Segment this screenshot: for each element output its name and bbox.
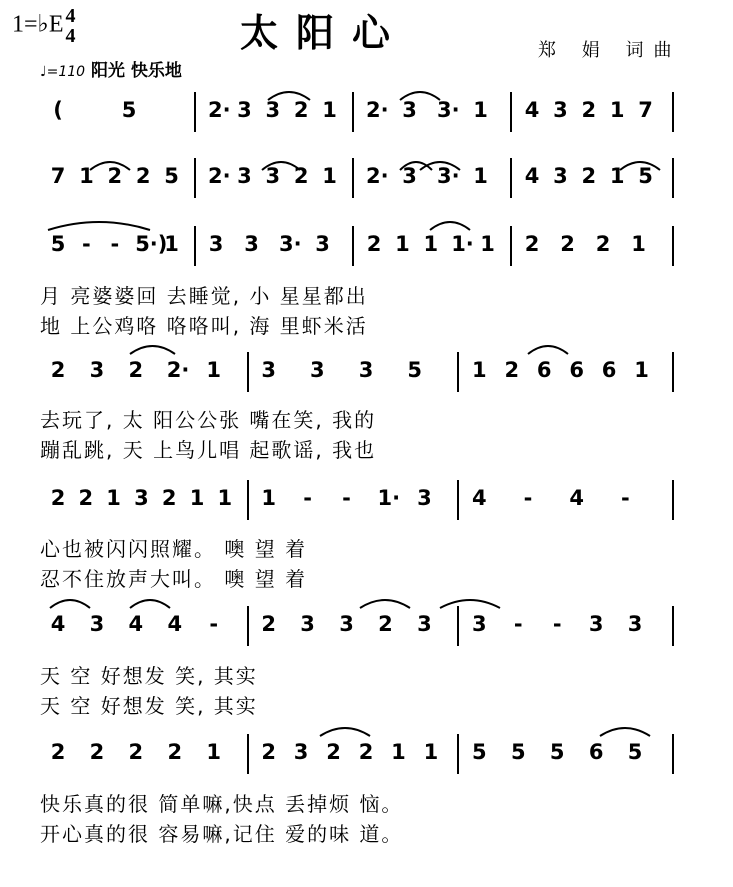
barline bbox=[672, 92, 674, 132]
note: 3 bbox=[89, 612, 105, 636]
note: 3 bbox=[134, 486, 149, 510]
barline bbox=[672, 158, 674, 198]
note: 1· bbox=[377, 486, 401, 510]
note: 3 bbox=[265, 98, 281, 122]
note: 3 bbox=[237, 98, 252, 122]
note: 5 bbox=[121, 98, 137, 122]
note: 5 bbox=[50, 232, 66, 256]
barline bbox=[457, 606, 459, 646]
note: 3 bbox=[208, 232, 224, 256]
note: 2 bbox=[50, 358, 66, 382]
note: 2· bbox=[366, 164, 389, 188]
lyric-line: 忍不住放声大叫。 噢 望 着 bbox=[40, 567, 308, 591]
note: 2 bbox=[50, 486, 66, 510]
note: 3 bbox=[300, 612, 315, 636]
lyric-line: 月 亮婆婆回 去睡觉, 小 星星都出 bbox=[40, 284, 368, 308]
lyric-line: 地 上公鸡咯 咯咯叫, 海 里虾米活 bbox=[40, 314, 368, 338]
note: 2 bbox=[581, 98, 597, 122]
note: 3 bbox=[265, 164, 281, 188]
note: 3 bbox=[417, 486, 432, 510]
key-signature bbox=[12, 6, 76, 46]
note: 2 bbox=[378, 612, 393, 636]
note: 6 bbox=[588, 740, 604, 764]
note: 2 bbox=[326, 740, 341, 764]
note: 3 bbox=[553, 164, 568, 188]
barline bbox=[194, 158, 196, 198]
note: - bbox=[110, 232, 120, 256]
note: 4 bbox=[472, 486, 487, 510]
tempo-marking bbox=[40, 56, 182, 81]
note: 2 bbox=[524, 232, 540, 256]
note: - bbox=[209, 612, 219, 636]
note: - bbox=[523, 486, 533, 510]
note: 1 bbox=[423, 232, 439, 256]
note: 3 bbox=[310, 358, 325, 382]
note: 3· bbox=[437, 98, 460, 122]
barline bbox=[510, 92, 512, 132]
note: 2 bbox=[293, 98, 309, 122]
tempo-text: 阳光 快乐地 bbox=[90, 61, 182, 81]
note: 1 bbox=[473, 98, 488, 122]
note: 1 bbox=[472, 358, 487, 382]
note: 3 bbox=[237, 164, 252, 188]
note: 1 bbox=[206, 740, 222, 764]
note: 1 bbox=[395, 232, 410, 256]
note: 5 bbox=[549, 740, 565, 764]
note: 1 bbox=[634, 358, 649, 382]
barline bbox=[457, 352, 459, 392]
time-bottom: 4 bbox=[65, 25, 76, 47]
barline bbox=[672, 352, 674, 392]
note: 6 bbox=[569, 358, 584, 382]
note: 2 bbox=[78, 486, 94, 510]
note: - bbox=[513, 612, 523, 636]
lyric-line: 蹦乱跳, 天 上鸟儿唱 起歌谣, 我也 bbox=[40, 438, 377, 462]
lyric-line: 天 空 好想发 笑, 其实 bbox=[40, 694, 258, 718]
barline bbox=[247, 352, 249, 392]
note: 2 bbox=[595, 232, 611, 256]
note: 7 bbox=[638, 98, 653, 122]
note: 5 bbox=[627, 740, 643, 764]
barline bbox=[247, 480, 249, 520]
note: 1 bbox=[106, 486, 121, 510]
note: 4 bbox=[167, 612, 183, 636]
note: 2 bbox=[504, 358, 520, 382]
song-title: 太阳心 bbox=[240, 10, 409, 55]
note: 2 bbox=[128, 740, 144, 764]
note: 2 bbox=[581, 164, 597, 188]
note: 5 bbox=[164, 164, 179, 188]
music-line bbox=[0, 606, 733, 646]
music-line bbox=[0, 734, 733, 774]
music-line bbox=[0, 352, 733, 392]
note: 1 bbox=[391, 740, 406, 764]
note: 3 bbox=[261, 358, 276, 382]
barline bbox=[457, 480, 459, 520]
note: 2· bbox=[366, 98, 389, 122]
note: 1 bbox=[206, 358, 222, 382]
note: 2 bbox=[128, 358, 144, 382]
note: 1 bbox=[79, 164, 94, 188]
tempo-value: ♩=110 bbox=[40, 64, 86, 80]
note: 1 bbox=[164, 232, 179, 256]
note: 3 bbox=[315, 232, 330, 256]
note: 7 bbox=[50, 164, 66, 188]
barline bbox=[352, 158, 354, 198]
note: 5·) bbox=[135, 232, 168, 256]
note: 2 bbox=[50, 740, 66, 764]
note: 1 bbox=[609, 164, 625, 188]
note: 2 bbox=[161, 486, 177, 510]
note: 4 bbox=[524, 164, 540, 188]
music-line bbox=[0, 92, 733, 132]
time-top: 4 bbox=[65, 5, 76, 27]
note: 3 bbox=[339, 612, 354, 636]
note: 4 bbox=[50, 612, 66, 636]
note: 3 bbox=[244, 232, 259, 256]
note: 1 bbox=[322, 164, 337, 188]
note: - bbox=[303, 486, 312, 510]
time-signature bbox=[66, 6, 76, 46]
note: - bbox=[552, 612, 562, 636]
lyric-line: 快乐真的很 简单嘛,快点 丢掉烦 恼。 bbox=[40, 792, 404, 816]
music-line bbox=[0, 158, 733, 198]
note: 1 bbox=[189, 486, 205, 510]
note: 1 bbox=[261, 486, 276, 510]
note: 3 bbox=[472, 612, 487, 636]
note: 2 bbox=[261, 740, 276, 764]
note: 2· bbox=[166, 358, 190, 382]
note: 2 bbox=[89, 740, 105, 764]
note: - bbox=[342, 486, 351, 510]
lyric-line: 去玩了, 太 阳公公张 嘴在笑, 我的 bbox=[40, 408, 377, 432]
note: 3 bbox=[89, 358, 105, 382]
barline bbox=[672, 226, 674, 266]
music-line bbox=[0, 480, 733, 520]
note: 2· bbox=[208, 98, 231, 122]
barline bbox=[672, 606, 674, 646]
note: 3 bbox=[417, 612, 432, 636]
note: 5 bbox=[638, 164, 653, 188]
note: 4 bbox=[128, 612, 144, 636]
note: - bbox=[620, 486, 630, 510]
note: 1 bbox=[473, 164, 488, 188]
note: 3 bbox=[553, 98, 568, 122]
note: 2 bbox=[261, 612, 276, 636]
barline bbox=[194, 226, 196, 266]
note: 3 bbox=[402, 164, 417, 188]
note: 2 bbox=[560, 232, 575, 256]
barline bbox=[510, 158, 512, 198]
note: 2 bbox=[293, 164, 309, 188]
barline bbox=[352, 226, 354, 266]
note: 6 bbox=[536, 358, 552, 382]
note: 3· bbox=[279, 232, 302, 256]
note: 3 bbox=[293, 740, 309, 764]
note: 5 bbox=[510, 740, 526, 764]
note: 4 bbox=[524, 98, 540, 122]
note: 3 bbox=[627, 612, 643, 636]
barline bbox=[672, 480, 674, 520]
note: 1 bbox=[322, 98, 337, 122]
barline bbox=[672, 734, 674, 774]
note: ( bbox=[53, 98, 63, 122]
barline bbox=[457, 734, 459, 774]
note: 6 bbox=[601, 358, 617, 382]
music-line bbox=[0, 226, 733, 266]
note: 3 bbox=[358, 358, 374, 382]
composer-credit: 郑 娟 词曲 bbox=[538, 40, 682, 61]
lyric-line: 开心真的很 容易嘛,记住 爱的味 道。 bbox=[40, 822, 404, 846]
barline bbox=[510, 226, 512, 266]
note: 3 bbox=[588, 612, 604, 636]
note: 1 bbox=[609, 98, 625, 122]
note: 2· bbox=[208, 164, 231, 188]
note: 3· bbox=[437, 164, 460, 188]
note: 3 bbox=[402, 98, 417, 122]
note: 2 bbox=[107, 164, 123, 188]
note: 1 bbox=[631, 232, 646, 256]
note: 5 bbox=[472, 740, 487, 764]
barline bbox=[247, 606, 249, 646]
note: - bbox=[82, 232, 91, 256]
note: 2 bbox=[167, 740, 183, 764]
note: 2 bbox=[366, 232, 382, 256]
lyric-line: 天 空 好想发 笑, 其实 bbox=[40, 664, 258, 688]
note: 1 bbox=[217, 486, 233, 510]
note: 1· bbox=[451, 232, 474, 256]
note: 2 bbox=[358, 740, 374, 764]
barline bbox=[352, 92, 354, 132]
note: 1 bbox=[480, 232, 495, 256]
barline bbox=[247, 734, 249, 774]
note: 2 bbox=[135, 164, 151, 188]
barline bbox=[194, 92, 196, 132]
note: 5 bbox=[407, 358, 422, 382]
lyric-line: 心也被闪闪照耀。 噢 望 着 bbox=[40, 537, 308, 561]
key-label: 1=♭E bbox=[12, 11, 64, 38]
note: 1 bbox=[423, 740, 439, 764]
note: 4 bbox=[569, 486, 584, 510]
